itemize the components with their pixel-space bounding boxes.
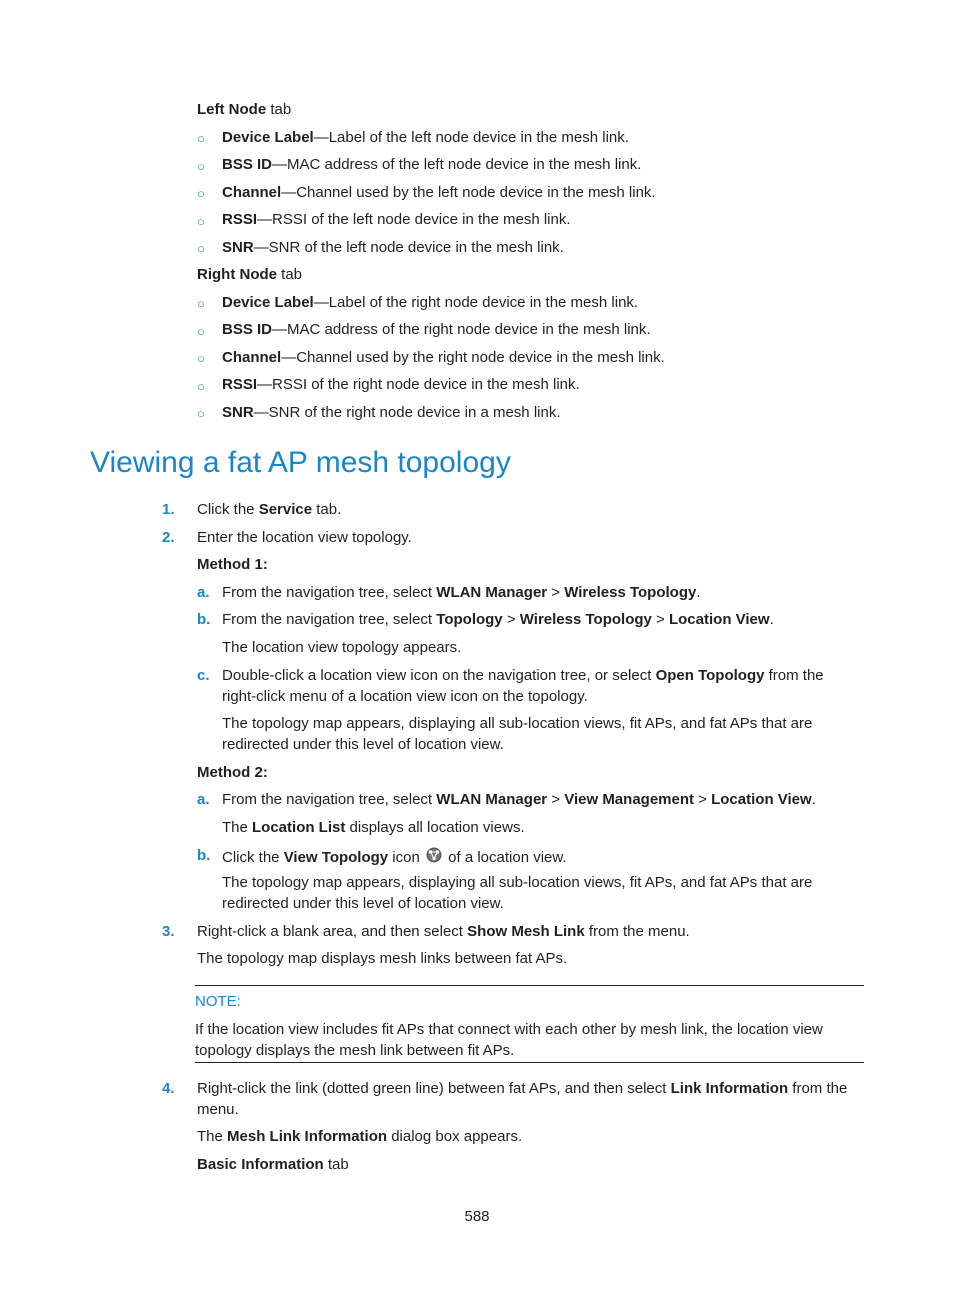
bullet: ○ bbox=[197, 241, 205, 256]
bullet: ○ bbox=[197, 406, 205, 421]
list-item: Channel—Channel used by the right node device in the mesh link. bbox=[222, 349, 665, 366]
note-bottom-rule bbox=[195, 1062, 864, 1063]
method-2-step-b-result-line2: redirected under this level of location view. bbox=[222, 895, 504, 912]
method-1-step-b-result: The location view topology appears. bbox=[222, 639, 462, 656]
step-4-text-line2: menu. bbox=[197, 1101, 239, 1118]
right-node-heading: Right Node tab bbox=[197, 266, 303, 283]
step-4-result: The Mesh Link Information dialog box appears. bbox=[197, 1128, 523, 1145]
note-label: NOTE: bbox=[195, 993, 241, 1010]
method-1-step-c-result-line2: redirected under this level of location view. bbox=[222, 736, 504, 753]
sub-step-letter: a. bbox=[197, 584, 210, 601]
bullet: ○ bbox=[197, 159, 205, 174]
method-2-step-a-result: The Location List displays all location views. bbox=[222, 819, 525, 836]
list-item: Device Label—Label of the right node device in the mesh link. bbox=[222, 294, 639, 311]
method-2-step-a: From the navigation tree, select WLAN Manager > View Management > Location View. bbox=[222, 791, 816, 808]
left-node-heading: Left Node tab bbox=[197, 101, 292, 118]
note-text-line2: topology displays the mesh link between fit APs. bbox=[195, 1042, 515, 1059]
sub-step-letter: b. bbox=[197, 611, 211, 628]
step-1-text: Click the Service tab. bbox=[197, 501, 342, 518]
step-2-text: Enter the location view topology. bbox=[197, 529, 412, 546]
step-3-text: Right-click a blank area, and then select Show Mesh Link from the menu. bbox=[197, 923, 690, 940]
section-heading: Viewing a fat AP mesh topology bbox=[90, 446, 511, 479]
step-number: 4. bbox=[162, 1080, 175, 1097]
bullet: ○ bbox=[197, 296, 205, 311]
basic-information-heading: Basic Information tab bbox=[197, 1156, 349, 1173]
bullet: ○ bbox=[197, 351, 205, 366]
method-2-step-b-result: The topology map appears, displaying all sub-location views, fit APs, and fat APs that are bbox=[222, 874, 813, 891]
list-item: SNR—SNR of the left node device in the mesh link. bbox=[222, 239, 564, 256]
method-1-label: Method 1: bbox=[197, 556, 268, 573]
sub-step-letter: a. bbox=[197, 791, 210, 808]
list-item: BSS ID—MAC address of the right node device in the mesh link. bbox=[222, 321, 651, 338]
note-text: If the location view includes fit APs that connect with each other by mesh link, the location view bbox=[195, 1021, 823, 1038]
method-1-step-a: From the navigation tree, select WLAN Manager > Wireless Topology. bbox=[222, 584, 701, 601]
note-top-rule bbox=[195, 985, 864, 986]
bullet: ○ bbox=[197, 131, 205, 146]
bullet: ○ bbox=[197, 214, 205, 229]
page-number: 588 bbox=[464, 1208, 490, 1225]
method-1-step-c-result: The topology map appears, displaying all sub-location views, fit APs, and fat APs that are bbox=[222, 715, 813, 732]
method-2-label: Method 2: bbox=[197, 764, 268, 781]
method-1-step-c-line2: right-click menu of a location view icon on the topology. bbox=[222, 688, 588, 705]
sub-step-letter: b. bbox=[197, 847, 211, 864]
list-item: SNR—SNR of the right node device in a mesh link. bbox=[222, 404, 561, 421]
list-item: RSSI—RSSI of the right node device in the mesh link. bbox=[222, 376, 580, 393]
step-number: 3. bbox=[162, 923, 175, 940]
bullet: ○ bbox=[197, 324, 205, 339]
method-2-step-b: Click the View Topology icon of a location view. bbox=[222, 849, 567, 866]
step-4-text: Right-click the link (dotted green line) between fat APs, and then select Link Information from the bbox=[197, 1080, 848, 1097]
sub-step-letter: c. bbox=[197, 667, 210, 684]
step-3-result: The topology map displays mesh links between fat APs. bbox=[197, 950, 568, 967]
bullet: ○ bbox=[197, 186, 205, 201]
method-1-step-c: Double-click a location view icon on the navigation tree, or select Open Topology from the bbox=[222, 667, 824, 684]
method-1-step-b: From the navigation tree, select Topology > Wireless Topology > Location View. bbox=[222, 611, 774, 628]
step-number: 1. bbox=[162, 501, 175, 518]
list-item: RSSI—RSSI of the left node device in the mesh link. bbox=[222, 211, 571, 228]
list-item: Channel—Channel used by the left node device in the mesh link. bbox=[222, 184, 656, 201]
list-item: Device Label—Label of the left node device in the mesh link. bbox=[222, 129, 629, 146]
list-item: BSS ID—MAC address of the left node device in the mesh link. bbox=[222, 156, 642, 173]
view-topology-icon bbox=[426, 847, 442, 863]
step-number: 2. bbox=[162, 529, 175, 546]
bullet: ○ bbox=[197, 379, 205, 394]
